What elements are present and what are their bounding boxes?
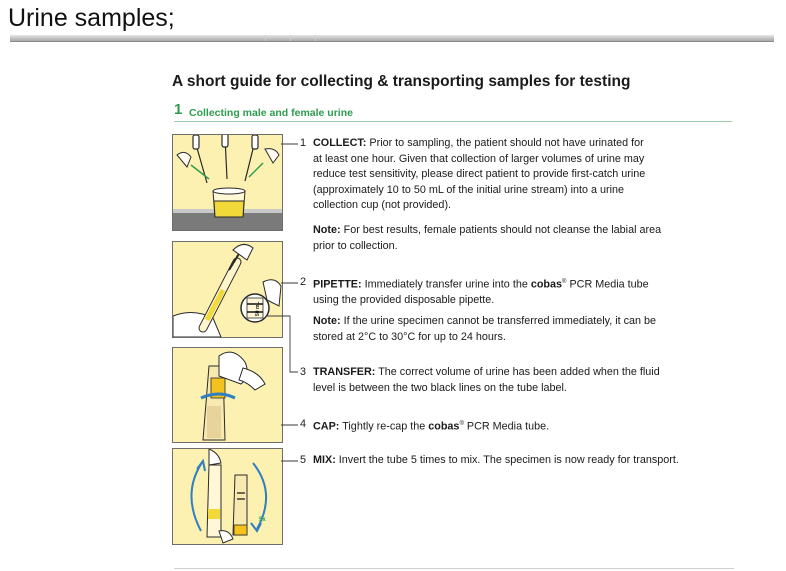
step-label: PIPETTE: — [313, 278, 362, 291]
step-text-line: level is between the two black lines on the tube label. — [313, 381, 567, 394]
bottom-divider — [174, 568, 734, 569]
step-number: 1 — [300, 137, 307, 149]
note-text-line: If the urine specimen cannot be transferred immediately, it can be — [343, 315, 657, 327]
step-text-line: at least one hour. Given that collection of larger volumes of urine may — [313, 152, 645, 165]
registered-mark: ® — [459, 421, 464, 427]
step-label: CAP: — [313, 420, 340, 433]
step-text: PCR Media tube — [569, 278, 649, 291]
step-label: COLLECT: — [313, 137, 367, 149]
step-label: TRANSFER: — [313, 366, 376, 378]
step-text-line: (approximately 10 to 50 mL of the initial urine stream) into a urine — [313, 183, 625, 196]
section-title: Collecting male and female urine — [189, 107, 353, 119]
step-text: Immediately transfer urine into the — [364, 278, 528, 291]
step-pipette-note — [313, 314, 743, 345]
note-label: Note: — [313, 315, 341, 327]
step-text: Tightly re-cap the — [342, 420, 426, 433]
note-text-line: prior to collection. — [313, 239, 398, 252]
step-text: Invert the tube 5 times to mix. The specimen is now ready for transport. — [338, 454, 679, 466]
step-text-line: collection cup (not provided). — [313, 199, 452, 212]
document-heading: A short guide for collecting & transporting samples for testing — [172, 73, 631, 90]
note-label: Note: — [313, 224, 341, 236]
note-text-line: stored at 2°C to 30°C for up to 24 hours. — [313, 330, 506, 343]
pipette-mark-label: 50 mL — [255, 301, 261, 316]
step-number: 4 — [300, 418, 307, 430]
slide-title: Urine samples; — [8, 4, 175, 32]
step-label: MIX: — [313, 454, 336, 466]
brand-name: cobas — [428, 420, 460, 433]
step-text-line: The correct volume of urine has been added when the fluid — [378, 366, 660, 378]
section-number: 1 — [174, 101, 183, 118]
mix-count-label: 5x — [259, 517, 266, 523]
step-number: 3 — [300, 366, 307, 378]
step-text: PCR Media tube. — [466, 420, 550, 433]
note-text-line: For best results, female patients should not cleanse the labial area — [343, 224, 662, 236]
step-text-line: using the provided disposable pipette. — [313, 294, 495, 307]
step-number: 5 — [300, 454, 307, 466]
step-text-line: reduce test sensitivity, please direct patient to provide first-catch urine — [313, 168, 646, 181]
step-number: 2 — [300, 276, 307, 288]
brand-name: cobas — [530, 278, 563, 291]
step-collect-note — [313, 223, 743, 254]
step-text-line: Prior to sampling, the patient should not have urinated for — [369, 137, 644, 149]
registered-mark: ® — [562, 279, 567, 285]
